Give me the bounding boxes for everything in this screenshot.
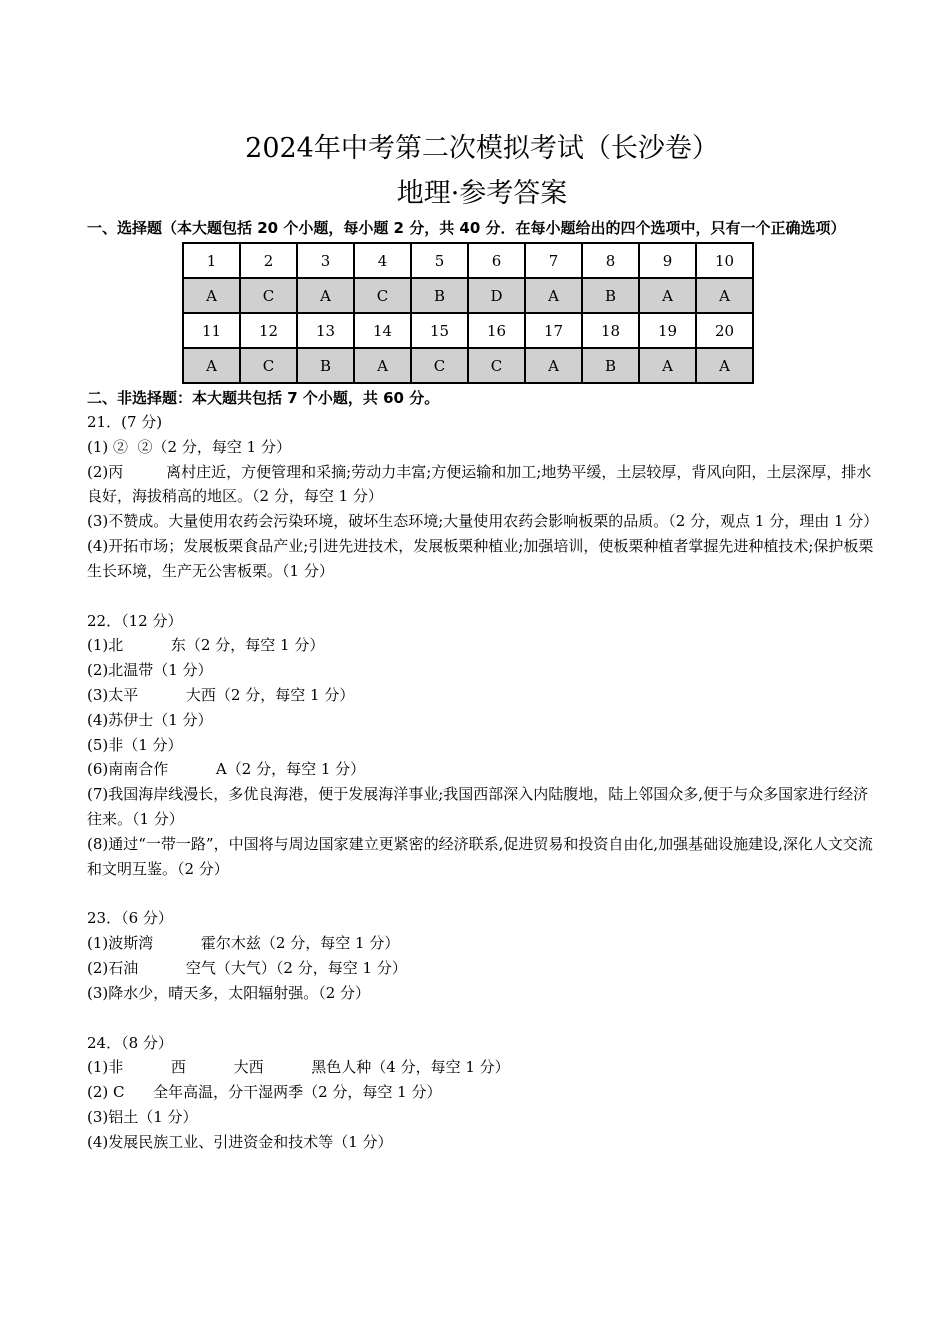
answer-cell: A: [183, 348, 240, 383]
q21-answer-3: (3)不赞成。大量使用农药会污染环境，破坏生态环境;大量使用农药会影响板栗的品质。（2 分，观点 1 分，理由 1 分）: [87, 512, 879, 531]
section-1-heading: 一、选择题（本大题包括 20 个小题，每小题 2 分，共 40 分．在每小题给出的四个选项中，只有一个正确选项）: [87, 219, 846, 237]
question-23: [87, 906, 877, 1005]
question-number-cell: 20: [696, 313, 753, 348]
q23-answer-1: (1)波斯湾 霍尔木兹（2 分，每空 1 分）: [87, 934, 400, 953]
q23-answer-2: (2)石油 空气（大气）（2 分，每空 1 分）: [87, 958, 407, 977]
question-number-cell: 10: [696, 243, 753, 278]
q24-answer-1: (1)非 西 大西 黑色人种（4 分，每空 1 分）: [87, 1058, 510, 1077]
question-number-row: [183, 243, 753, 278]
question-number-cell: 14: [354, 313, 411, 348]
question-number-cell: 6: [468, 243, 525, 278]
answer-sheet: [87, 128, 877, 1155]
q21-header: 21．(7 分): [87, 413, 163, 431]
answer-cell: C: [240, 348, 297, 383]
q24-answer-3: (3)铝土（1 分）: [87, 1107, 198, 1126]
question-number-cell: 13: [297, 313, 354, 348]
question-number-cell: 7: [525, 243, 582, 278]
answer-cell: D: [468, 278, 525, 313]
answer-cell: A: [525, 278, 582, 313]
question-number-cell: 2: [240, 243, 297, 278]
answer-cell: A: [183, 278, 240, 313]
answer-cell: A: [639, 278, 696, 313]
question-number-cell: 18: [582, 313, 639, 348]
answer-table: [182, 242, 754, 384]
q21-answer-2: (2)丙 离村庄近，方便管理和采摘;劳动力丰富;方便运输和加工;地势平缓，土层较厚，背风向阳，土层深厚，排水良好，海拔稍高的地区。（2 分，每空 1 分）: [87, 462, 872, 506]
answer-cell: B: [297, 348, 354, 383]
q23-header: 23．（6 分）: [87, 909, 173, 928]
answer-cell: B: [582, 278, 639, 313]
question-number-cell: 4: [354, 243, 411, 278]
q23-answer-3: (3)降水少，晴天多，太阳辐射强。（2 分）: [87, 983, 371, 1002]
question-24: [87, 1031, 877, 1155]
q24-answer-2: (2) C 全年高温，分干湿两季（2 分，每空 1 分）: [87, 1083, 442, 1102]
answer-cell: A: [525, 348, 582, 383]
page-title: 2024年中考第二次模拟考试（长沙卷）: [245, 133, 719, 164]
q24-answer-4: (4)发展民族工业、引进资金和技术等（1 分）: [87, 1132, 393, 1151]
q22-answer-6: (6)南南合作 A（2 分，每空 1 分）: [87, 760, 366, 779]
question-number-cell: 1: [183, 243, 240, 278]
q22-answer-3: (3)太平 大西（2 分，每空 1 分）: [87, 685, 355, 704]
q24-header: 24．（8 分）: [87, 1033, 173, 1052]
answer-cell: C: [411, 348, 468, 383]
page-subtitle: 地理·参考答案: [396, 178, 568, 209]
question-number-cell: 16: [468, 313, 525, 348]
q22-answer-5: (5)非（1 分）: [87, 735, 183, 754]
answer-cell: A: [696, 348, 753, 383]
answer-cell: A: [696, 278, 753, 313]
question-number-cell: 9: [639, 243, 696, 278]
question-number-cell: 17: [525, 313, 582, 348]
answer-cell: B: [411, 278, 468, 313]
answer-row: [183, 348, 753, 383]
answer-cell: B: [582, 348, 639, 383]
answer-cell: C: [240, 278, 297, 313]
q22-answer-8: (8)通过“一带一路”，中国将与周边国家建立更紧密的经济联系,促进贸易和投资自由化,加强基础设施建设,深化人文交流和文明互鉴。（2 分）: [87, 834, 873, 878]
question-number-cell: 15: [411, 313, 468, 348]
question-number-cell: 19: [639, 313, 696, 348]
q22-answer-7: (7)我国海岸线漫长，多优良海港，便于发展海洋事业;我国西部深入内陆腹地，陆上邻国众多,便于与众多国家进行经济往来。（1 分）: [87, 785, 869, 828]
section-2-heading: 二、非选择题：本大题共包括 7 个小题，共 60 分。: [87, 389, 440, 407]
question-21: [87, 410, 877, 584]
question-number-cell: 12: [240, 313, 297, 348]
answer-cell: C: [468, 348, 525, 383]
question-22: [87, 609, 877, 882]
q21-answer-4: (4)开拓市场；发展板栗食品产业;引进先进技术，发展板栗种植业;加强培训，使板栗种植者掌握先进种植技术;保护板栗生长环境，生产无公害板栗。（1 分）: [87, 536, 874, 580]
q22-answer-2: (2)北温带（1 分）: [87, 661, 213, 680]
answer-cell: C: [354, 278, 411, 313]
q22-answer-1: (1)北 东（2 分，每空 1 分）: [87, 636, 325, 655]
answer-cell: A: [297, 278, 354, 313]
question-number-cell: 8: [582, 243, 639, 278]
answer-row: [183, 278, 753, 313]
q22-answer-4: (4)苏伊士（1 分）: [87, 710, 213, 729]
q22-header: 22．（12 分）: [87, 611, 183, 630]
answer-cell: A: [639, 348, 696, 383]
q21-answer-1: (1) ② ②（2 分，每空 1 分）: [87, 437, 291, 456]
question-number-cell: 11: [183, 313, 240, 348]
question-number-cell: 5: [411, 243, 468, 278]
answer-cell: A: [354, 348, 411, 383]
question-number-row: [183, 313, 753, 348]
question-number-cell: 3: [297, 243, 354, 278]
